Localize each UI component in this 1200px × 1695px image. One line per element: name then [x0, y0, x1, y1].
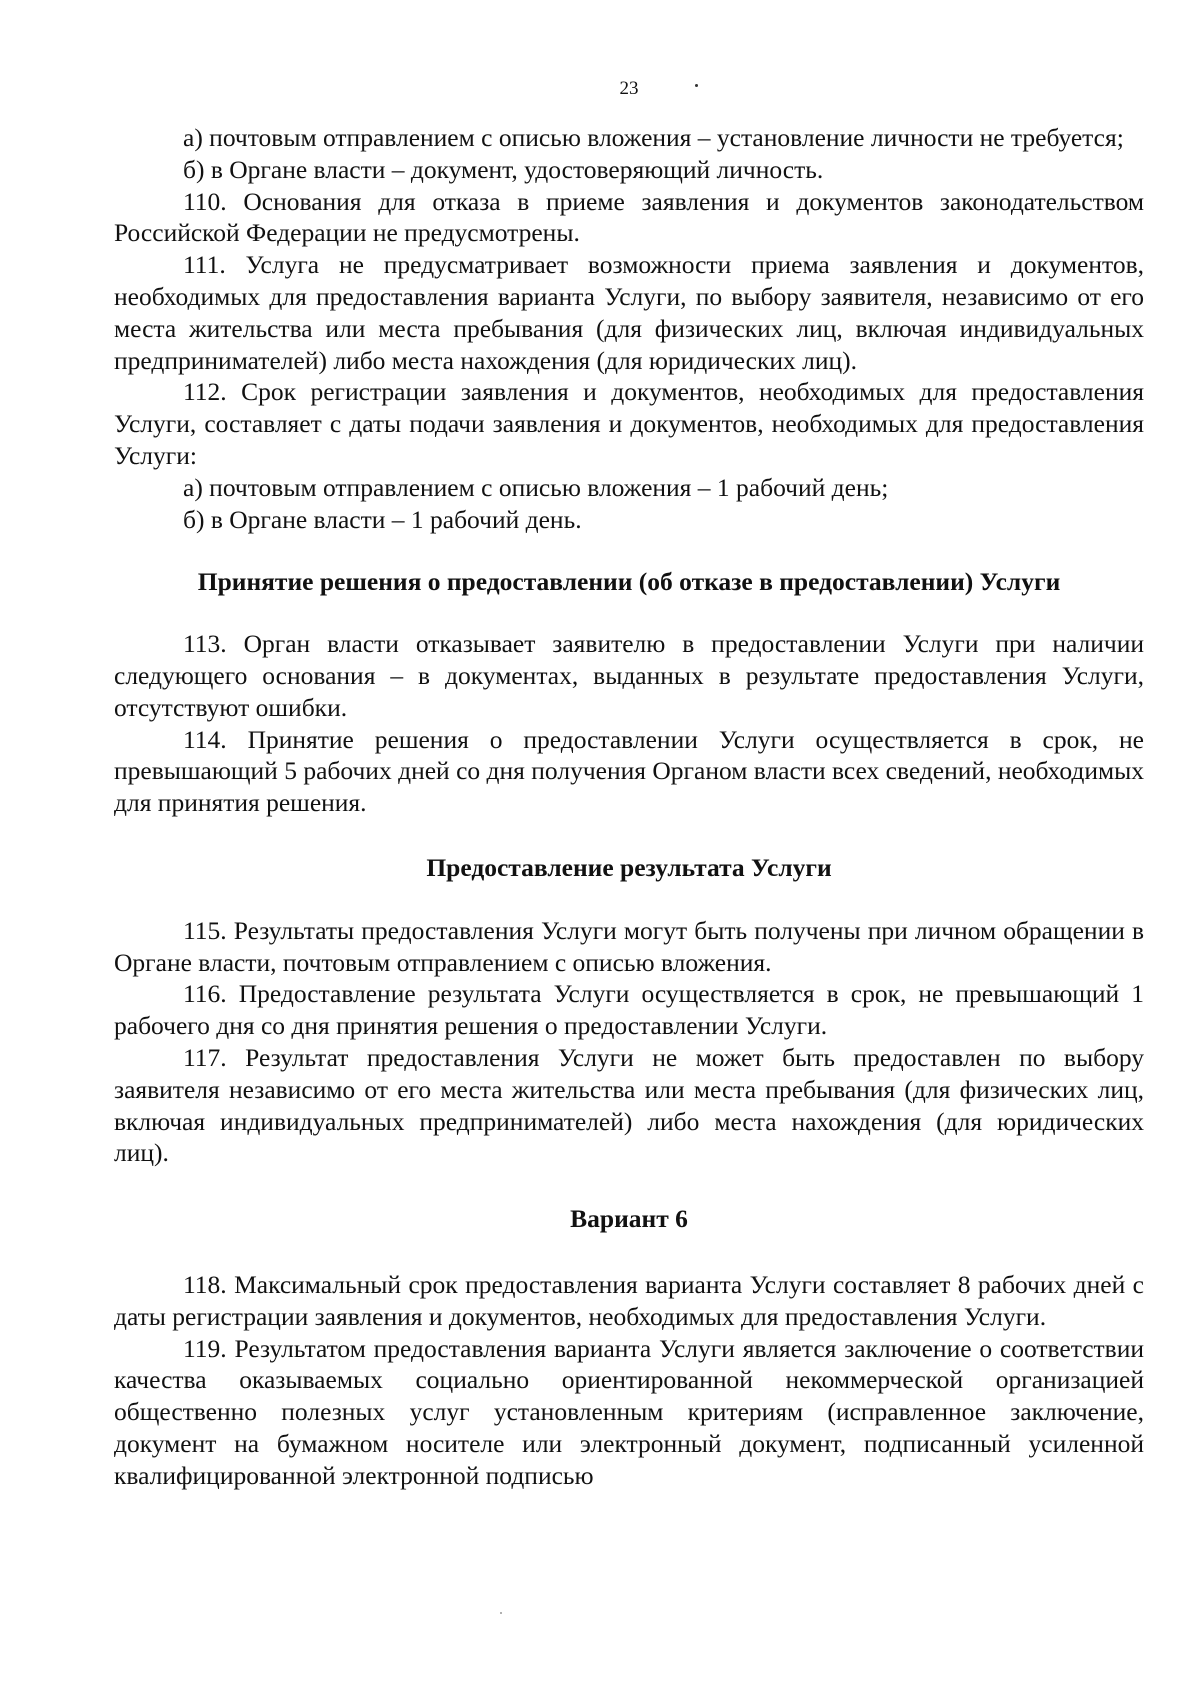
- section-heading-decision: Принятие решения о предоставлении (об отказе в предоставлении) Услуги: [197, 567, 1061, 597]
- paragraph-112b: б) в Органе власти – 1 рабочий день.: [183, 504, 582, 534]
- paragraph-110: 110. Основания для отказа в приеме заявления и документов законодательством Российской Федерации не предусмотрены.: [114, 186, 1144, 248]
- paragraph-113: 113. Орган власти отказывает заявителю в предоставлении Услуги при наличии следующего основания – в документах, выданных в результате предоставления Услуги, отсутствуют ошибки.: [114, 629, 1144, 722]
- page-number: 23: [619, 78, 639, 99]
- paragraph-109b: б) в Органе власти – документ, удостоверяющий личность.: [183, 154, 824, 184]
- paragraph-114: 114. Принятие решения о предоставлении Услуги осуществляется в срок, не превышающий 5 рабочих дней со дня получения Органом власти всех сведений, необходимых для принятия решения.: [114, 724, 1144, 818]
- scan-speck: [695, 84, 698, 87]
- paragraph-117: 117. Результат предоставления Услуги не может быть предоставлен по выбору заявителя независимо от его места жительства или места пребывания (для физических лиц, включая индивидуальных предпринимателей) либо места нахождения (для юридических лиц).: [114, 1042, 1144, 1168]
- paragraph-116: 116. Предоставление результата Услуги осуществляется в срок, не превышающий 1 рабочего дня со дня принятия решения о предоставлении Услуги.: [114, 979, 1144, 1041]
- paragraph-118: 118. Максимальный срок предоставления варианта Услуги составляет 8 рабочих дней с даты регистрации заявления и документов, необходимых для предоставления Услуги.: [114, 1269, 1144, 1331]
- paragraph-115: 115. Результаты предоставления Услуги могут быть получены при личном обращении в Органе власти, почтовым отправлением с описью вложения.: [114, 915, 1144, 977]
- paragraph-112a: а) почтовым отправлением с описью вложения – 1 рабочий день;: [183, 472, 889, 502]
- scan-speck: [500, 1612, 502, 1614]
- section-heading-variant-6: Вариант 6: [570, 1204, 688, 1234]
- paragraph-112: 112. Срок регистрации заявления и документов, необходимых для предоставления Услуги, составляет с даты подачи заявления и документов, необходимых для предоставления Услуги:: [114, 377, 1144, 470]
- section-heading-result: Предоставление результата Услуги: [426, 852, 832, 882]
- paragraph-109a: а) почтовым отправлением с описью вложения – установление личности не требуется;: [183, 123, 1124, 152]
- paragraph-111: 111. Услуга не предусматривает возможности приема заявления и документов, необходимых для предоставления варианта Услуги, по выбору заявителя, независимо от его места жительства или места пребывания (для физических лиц, включая индивидуальных предпринимателей) либо места нахождения (для юридических лиц).: [114, 250, 1144, 375]
- paragraph-119: 119. Результатом предоставления варианта Услуги является заключение о соответствии качества оказываемых социально ориентированной некоммерческой организацией общественно полезных услуг установленным критериям (исправленное заключение, документ на бумажном носителе или электронный документ, подписанный усиленной квалифицированной электронной подписью: [114, 1333, 1144, 1490]
